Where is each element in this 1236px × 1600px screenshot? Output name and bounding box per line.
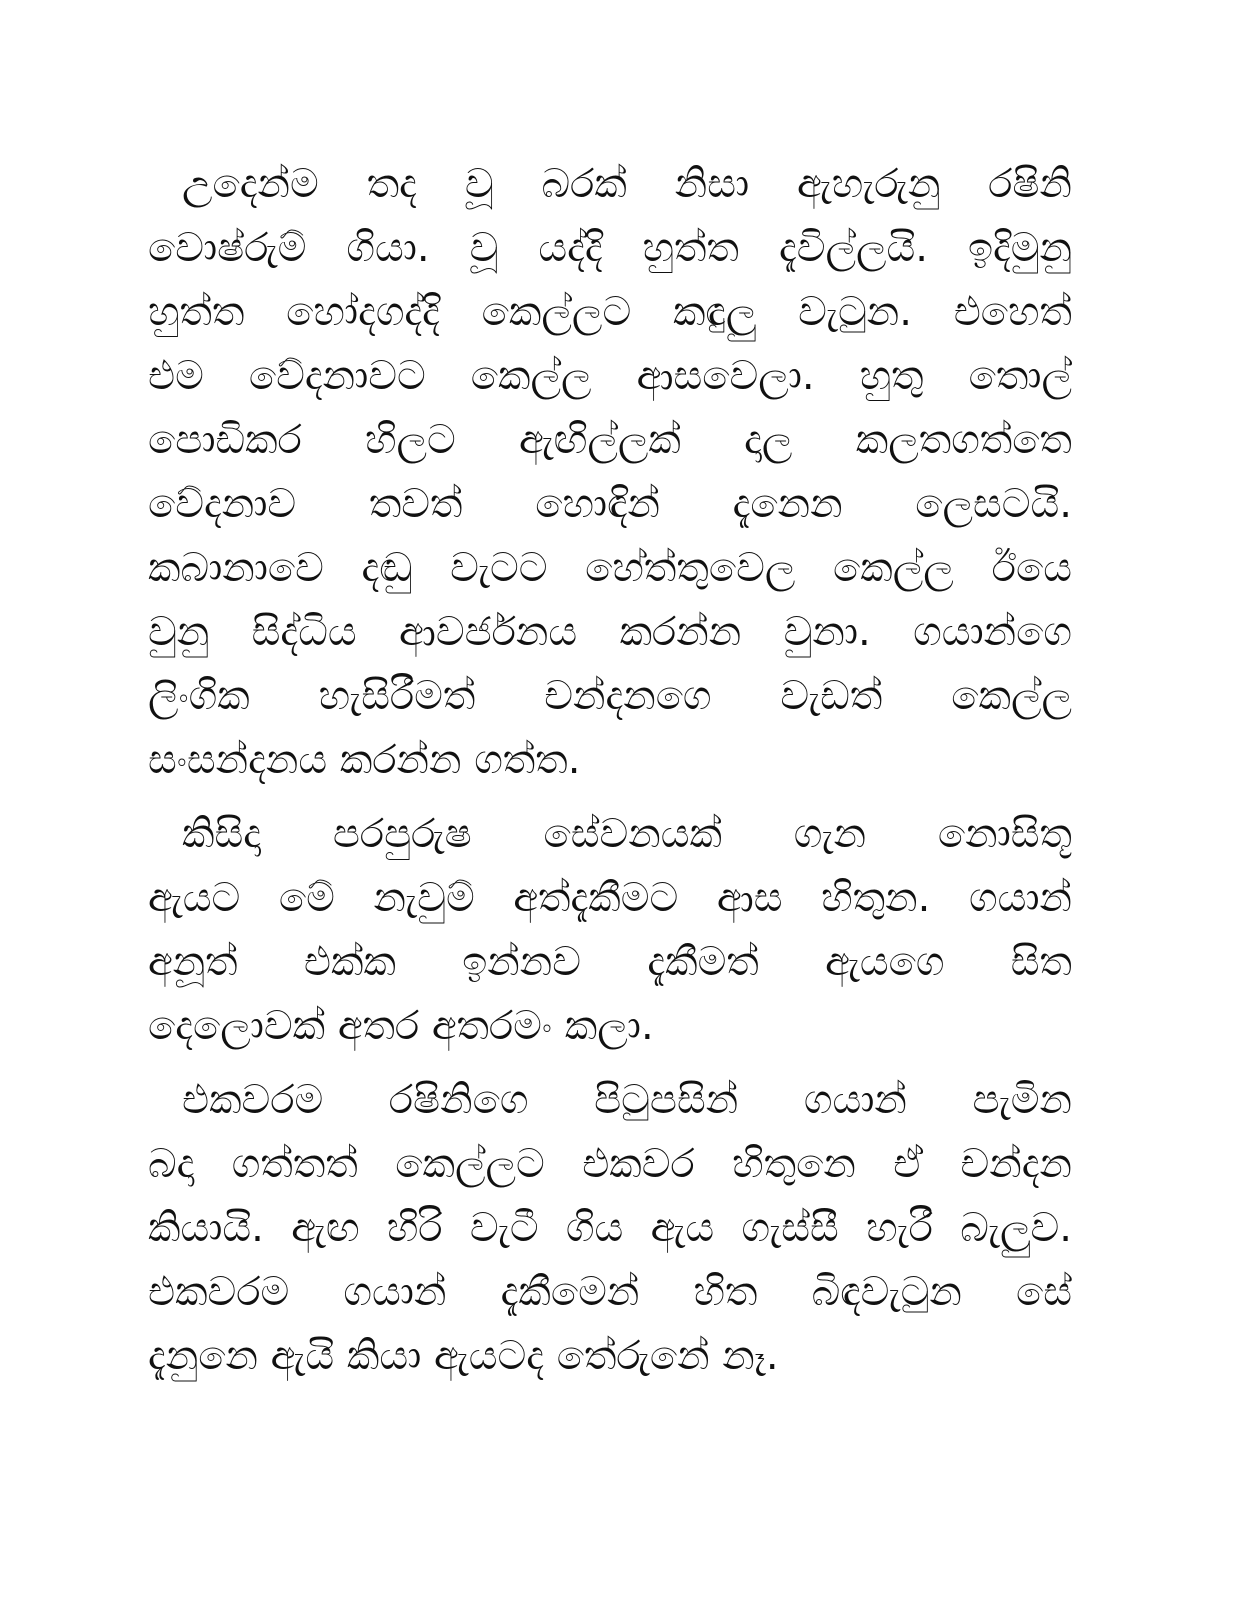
text-line: ඇයට මේ නැවුම් අත්දැකීමට ආස හිතුන. ගයාන් [148, 875, 1072, 921]
text-line: දෙලොවක් අතර අතරමං කලා. [148, 1003, 654, 1049]
text-line: පොඩිකර හිලට ඇඟිල්ලක් දාල කලතගත්තෙ [148, 417, 1072, 463]
text-line: කිසිදා පරපුරුෂ සේවනයක් ගැන නොසිතූ [182, 811, 1072, 857]
text-line: එකවරම රෂිනිගෙ පිටුපසින් ගයාන් පැමින [182, 1077, 1072, 1123]
text-line: බදා ගත්තත් කෙල්ලට එකවර හිතුනෙ ඒ චන්දන [148, 1141, 1072, 1187]
text-line: වුනු සිද්ධිය ආවර්ජනය කරන්න වුනා. ගයාන්ගෙ [148, 609, 1072, 655]
text-line: කබානාවෙ දඬු වැටට හේත්තුවෙල කෙල්ල ඊයෙ [148, 545, 1072, 591]
text-line: කියායි. ඇඟ හිරි වැටී ගිය ඇය ගැස්සී හැරී බැලුව. [148, 1205, 1072, 1251]
text-line: සංසන්දනය කරන්න ගත්ත. [148, 737, 581, 783]
text-line: හුත්ත හෝදගද්දි කෙල්ලට කඳුලු වැටුන. එහෙත් [148, 289, 1072, 335]
text-line: දැනුනෙ ඇයි කියා ඇයටද තේරුනේ නෑ. [148, 1333, 779, 1379]
text-line: වොෂ්රුම් ගියා. වූ යද්දි හුත්ත දැවිල්ලයි. ඉදිමුනු [148, 225, 1072, 271]
paragraph-2 [148, 802, 1072, 1058]
text-line: අනූත් එක්ක ඉන්නව දැකීමත් ඇයගෙ සිත [148, 939, 1072, 985]
paragraph-3 [148, 1068, 1072, 1388]
text-line: එකවරම ගයාන් දැකීමෙන් හිත බිඳවැටුන සේ [148, 1269, 1072, 1315]
story-text [148, 152, 1072, 1398]
text-line: ලිංගික හැසිරීමත් චන්දනගෙ වැඩත් කෙල්ල [148, 673, 1072, 719]
text-line: උදෙන්ම තද වූ බරක් නිසා ඇහැරුනු රෂිනි [182, 161, 1072, 207]
paragraph-1 [148, 152, 1072, 792]
text-line: එම වේදනාවට කෙල්ල ආසවෙලා. හුතු තොල් [148, 353, 1072, 399]
text-line: වේදනාව තවත් හොඳින් දැනෙන ලෙසටයි. [148, 481, 1072, 527]
